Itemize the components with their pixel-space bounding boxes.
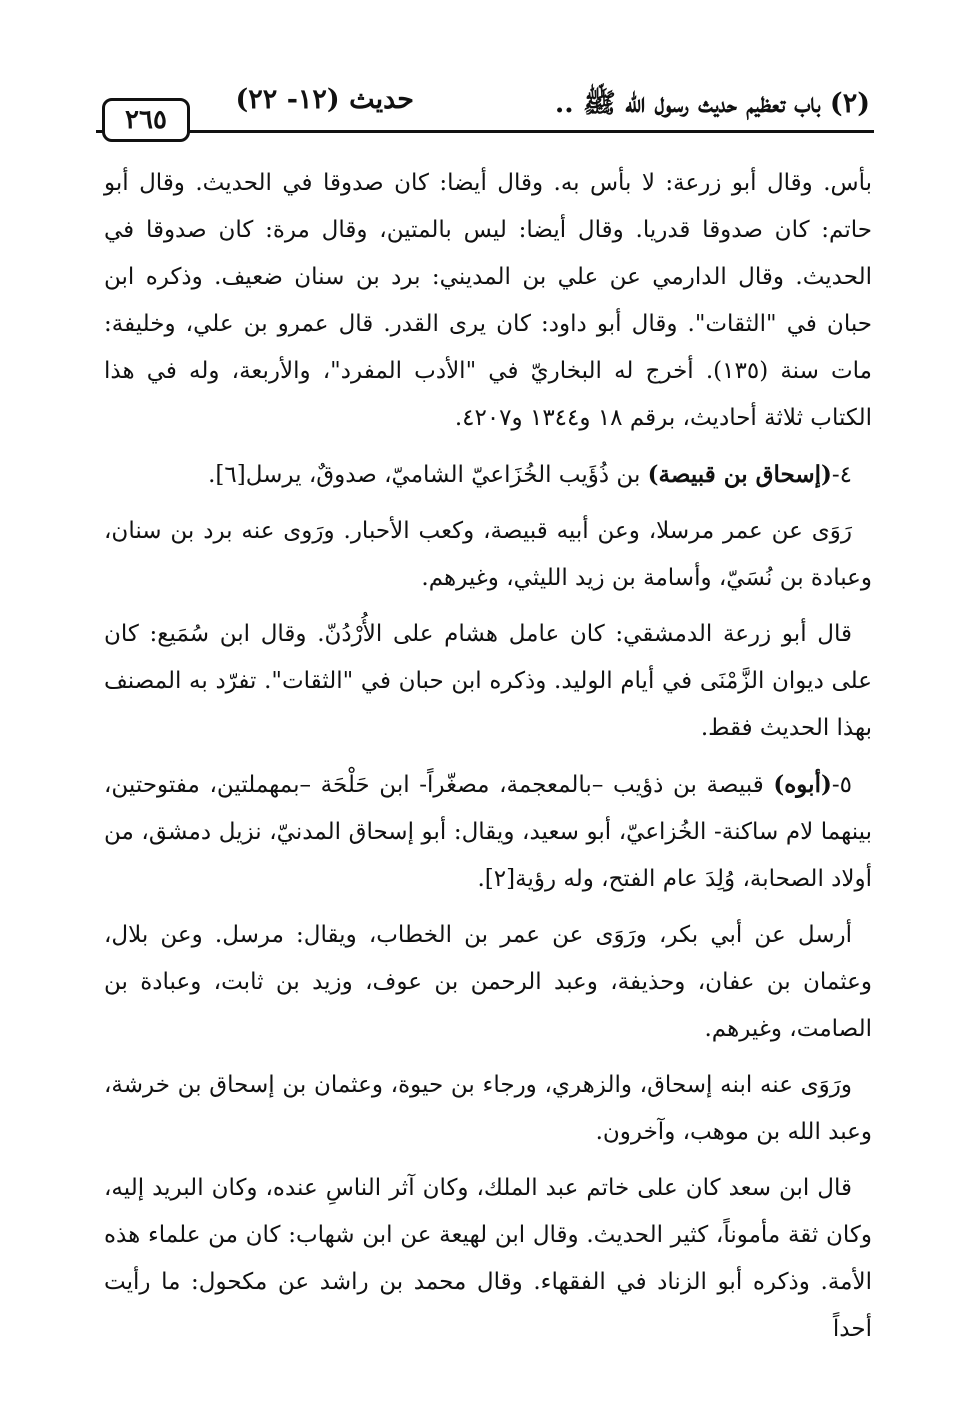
paragraph [104,1165,872,1353]
paragraph-text: قال ابن سعد كان على خاتم عبد الملك، وكان آثر الناسِ عنده، وكان البريد إليه، وكان ثقة مأموناً، كثير الحديث. وقال ابن لهيعة عن ابن شهاب: كان من علماء هذه الأمة. وذكره أبو الزناد في الفقهاء. وقال محمد بن راشد عن مكحول: ما رأيت أحداً [104,1175,872,1342]
chapter-title: (٢) باب تعظيم حديث رسول الله ﷺ .. [554,88,870,119]
narrator-name: (إسحاق بن قبيصة) [647,461,832,488]
page-number: ٢٦٥ [125,105,167,135]
entry-number: ٥- [831,772,852,798]
paragraph-text: قبيصة بن ذؤيب –بالمعجمة، مصغّراً- ابن حَلْحَة –بمهملتين، مفتوحتين، بينهما لام ساكنة- الخُزاعيّ، أبو سعيد، ويقال: أبو إسحاق المدنيّ، نزيل دمشق، من أولاد الصحابة، وُلِدَ عام الفتح، وله رؤية[٢]. [104,772,872,892]
main-text [104,160,872,1362]
narrator-entry [104,761,872,903]
paragraph [104,508,872,602]
paragraph-text: رَوَى عن عمر مرسلا، وعن أبيه قبيصة، وكعب الأحبار. ورَوى عنه برد بن سنان، وعبادة بن نُسَيّ، وأسامة بن زيد الليثي، وغيرهم. [104,518,872,591]
paragraph [104,1062,872,1156]
narrator-entry [104,451,872,499]
paragraph-text: قال أبو زرعة الدمشقي: كان عامل هشام على الأُرْدُنّ. وقال ابن سُمَيع: كان على ديوان الزَّمْنَى في أيام الوليد. وذكره ابن حبان في "الثقات". تفرّد به المصنف بهذا الحديث فقط. [104,621,872,741]
paragraph-text: بأس. وقال أبو زرعة: لا بأس به. وقال أيضا: كان صدوقا في الحديث. وقال أبو حاتم: كان صدوقا قدريا. وقال أيضا: ليس بالمتين، وقال مرة: كان صدوقا في الحديث. وقال الدارمي عن علي بن المديني: برد بن سنان ضعيف. وذكره ابن حبان في "الثقات". وقال أبو داود: كان يرى القدر. قال عمرو بن علي، وخليفة: مات سنة (١٣٥). أخرج له البخاريّ في "الأدب المفرد"، والأربعة، وله في هذا الكتاب ثلاثة أحاديث، برقم ١٨ و١٣٤٤ و٤٢٠٧. [104,170,872,431]
narrator-name: (أبوه) [773,771,832,798]
hadith-range: حديث (١٢- ٢٢) [235,84,414,115]
paragraph-text: أرسل عن أبي بكر، ورَوَى عن عمر بن الخطاب، ويقال: مرسل. وعن بلال، وعثمان بن عفان، وحذيفة، وعبد الرحمن بن عوف، وزيد بن ثابت، وعبادة بن الصامت، وغيرهم. [104,922,872,1042]
running-header [96,80,874,133]
paragraph [104,611,872,752]
paragraph [104,160,872,442]
paragraph-text: ورَوَى عنه ابنه إسحاق، والزهري، ورجاء بن حيوة، وعثمان بن إسحاق بن خرشة، وعبد الله بن موهب، وآخرون. [104,1072,872,1145]
paragraph-text: بن ذُؤَيب الخُزَاعيّ الشاميّ، صدوقٌ، يرسل[٦]. [208,462,648,488]
entry-number: ٤- [831,462,852,488]
paragraph [104,912,872,1053]
page-number-box [102,98,190,142]
